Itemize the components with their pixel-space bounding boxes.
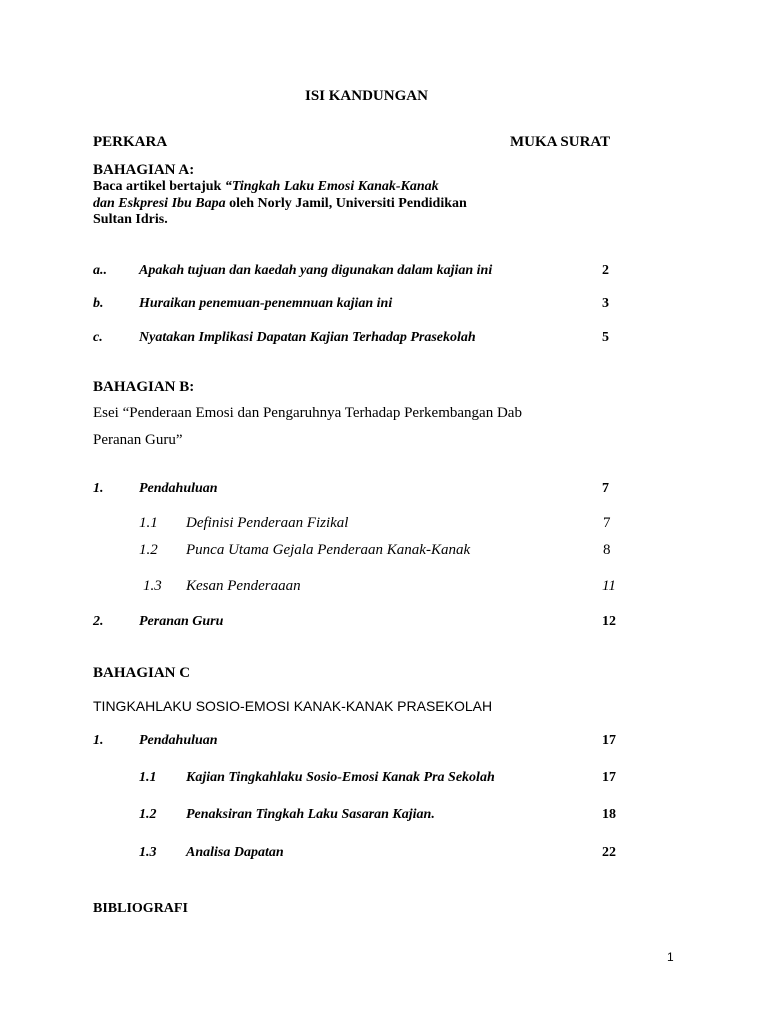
toc-entry-text: Nyatakan Implikasi Dapatan Kajian Terhadap Prasekolah: [139, 330, 476, 345]
toc-entry-text: Analisa Dapatan: [186, 845, 284, 860]
toc-entry-text: Pendahuluan: [139, 481, 218, 496]
toc-page-number: 2: [602, 263, 609, 278]
toc-marker: 1.3: [139, 845, 157, 860]
toc-entry-text: Apakah tujuan dan kaedah yang digunakan dalam kajian ini: [139, 263, 493, 278]
header-muka-surat: MUKA SURAT: [510, 134, 611, 150]
toc-entry-text: Pendahuluan: [139, 733, 218, 748]
section-a-line1: [93, 179, 439, 195]
toc-page-number: 8: [603, 542, 611, 558]
toc-marker: 1.1: [139, 515, 158, 531]
section-a-line2-suffix: oleh Norly Jamil, Universiti Pendidikan: [225, 196, 467, 211]
toc-page-number: 18: [602, 807, 616, 822]
page-number: 1: [667, 950, 674, 964]
toc-page-number: 3: [602, 296, 609, 311]
toc-entry-text: Kajian Tingkahlaku Sosio-Emosi Kanak Pra Sekolah: [186, 770, 495, 785]
toc-page-number: 17: [602, 733, 616, 748]
toc-entry-text: Definisi Penderaan Fizikal: [186, 515, 349, 531]
toc-entry-text: Kesan Penderaaan: [186, 578, 301, 594]
section-a-line1-italic: “Tingkah Laku Emosi Kanak-Kanak: [224, 179, 439, 194]
toc-entry-text: Huraikan penemuan-penemnuan kajian ini: [139, 296, 393, 311]
section-b-heading: BAHAGIAN B:: [93, 379, 195, 395]
toc-entry-text: Peranan Guru: [139, 614, 224, 629]
section-b-essay-line2: Peranan Guru”: [93, 432, 183, 448]
section-c-heading: BAHAGIAN C: [93, 665, 191, 681]
toc-entry-text: Penaksiran Tingkah Laku Sasaran Kajian.: [186, 807, 435, 822]
toc-page-number: 17: [602, 770, 616, 785]
section-a-line3: Sultan Idris.: [93, 212, 168, 227]
toc-page-number: 22: [602, 845, 616, 860]
section-a-line1-prefix: Baca artikel bertajuk: [93, 179, 225, 194]
header-perkara: PERKARA: [93, 134, 168, 150]
toc-marker: c.: [93, 330, 103, 345]
toc-entry-text: Punca Utama Gejala Penderaan Kanak-Kanak: [186, 542, 471, 558]
toc-marker: 1.: [93, 733, 104, 748]
page-title: ISI KANDUNGAN: [305, 88, 428, 104]
toc-page-number: 7: [602, 481, 609, 496]
section-a-line2-italic: dan Eskpresi Ibu Bapa: [93, 196, 226, 211]
toc-marker: 2.: [93, 614, 104, 629]
section-a-line2: [93, 196, 467, 212]
toc-marker: a..: [93, 263, 107, 278]
toc-marker: 1.2: [139, 807, 157, 822]
toc-marker: 1.: [93, 481, 104, 496]
toc-marker: 1.3: [143, 578, 162, 594]
toc-marker: b.: [93, 296, 104, 311]
toc-marker: 1.1: [139, 770, 157, 785]
toc-page-number: 5: [602, 330, 609, 345]
toc-page-number: 7: [603, 515, 611, 531]
section-c-subtitle: TINGKAHLAKU SOSIO-EMOSI KANAK-KANAK PRASEKOLAH: [93, 698, 493, 714]
section-a-heading: BAHAGIAN A:: [93, 162, 195, 178]
section-b-essay-line1: Esei “Penderaan Emosi dan Pengaruhnya Terhadap Perkembangan Dab: [93, 405, 522, 421]
toc-page-number: 11: [602, 578, 616, 594]
bibliography-heading: BIBLIOGRAFI: [93, 901, 188, 916]
toc-page-number: 12: [602, 614, 616, 629]
toc-marker: 1.2: [139, 542, 158, 558]
